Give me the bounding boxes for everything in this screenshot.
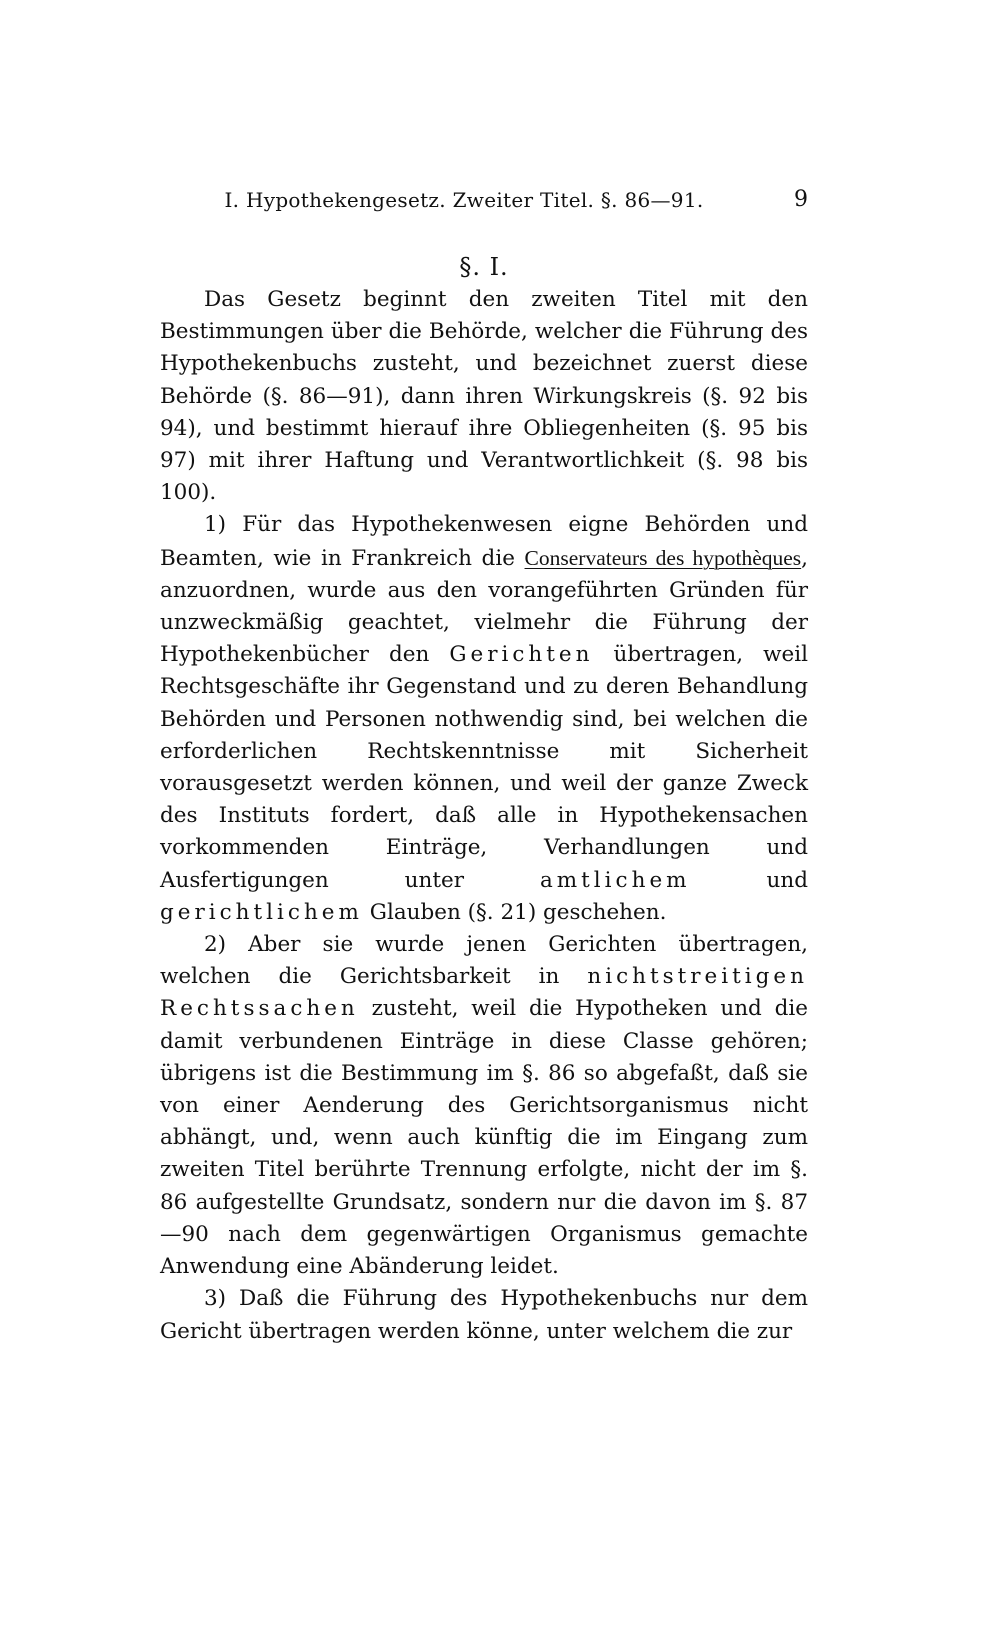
- running-title: I. Hypothekengesetz. Zweiter Titel. §. 86—91.: [224, 188, 704, 212]
- body-text: [160, 284, 808, 1348]
- paragraph-2: [160, 929, 808, 1283]
- paragraph-2-part-a: 2) Aber sie wurde jenen Gerichten übertragen, welchen die Gerichtsbarkeit in: [160, 932, 808, 990]
- emphasis-amtlichem: amtlichem: [539, 867, 691, 893]
- paragraph-1-part-g: und: [766, 867, 808, 893]
- page-number: 9: [794, 187, 808, 212]
- paragraph-1: [160, 509, 808, 929]
- emphasis-nichtstreitigen: nichtstreitigen Rechtssachen: [160, 964, 808, 1022]
- paragraph-2-part-c: zusteht, weil die Hypotheken und die damit verbundenen Einträge in diese Classe gehören; übrigens ist die Bestimmung im §. 86 so abgefaßt, daß sie von einer Aenderung des Gerichtsorganismus nicht abhängt, und, wenn auch künftig die im Eingang zum zweiten Titel berührte Trennung erfolgte, nicht der im §. 86 aufgestellte Grundsatz, sondern nur die davon im §. 87—90 nach dem gegenwärtigen Organismus gemachte Anwendung eine Abänderung leidet.: [160, 996, 808, 1280]
- paragraph-intro: Das Gesetz beginnt den zweiten Titel mit den Bestimmungen über die Behörde, welcher die Führung des Hypothekenbuchs zusteht, und bezeichnet zuerst diese Behörde (§. 86—91), dann ihren Wirkungskreis (§. 92 bis 94), und bestimmt hierauf ihre Obliegenheiten (§. 95 bis 97) mit ihrer Haftung und Verantwortlichkeit (§. 98 bis 100).: [160, 287, 808, 506]
- paragraph-1-part-e: übertragen, weil Rechtsgeschäfte ihr Gegenstand und zu deren Behandlung Behörden und Personen nothwendig sind, bei welchen die erforderlichen Rechtskenntnisse mit Sicherheit vorausgesetzt werden können, und weil der ganze Zweck des Instituts fordert, daß alle in Hypothekensachen vorkommenden Einträge, Verhandlungen und Ausfertigungen unter: [160, 642, 808, 893]
- book-page: [160, 180, 808, 1348]
- section-title: §. I.: [459, 253, 509, 281]
- paragraph-1-part-i: Glauben (§. 21) geschehen.: [369, 899, 667, 925]
- foreign-term: Conservateurs des hypothèques: [524, 545, 802, 570]
- paragraph-3: 3) Daß die Führung des Hypothekenbuchs nur dem Gericht übertragen werden könne, unter welchem die zur: [160, 1286, 808, 1344]
- emphasis-gerichten: Gerichten: [449, 642, 594, 668]
- paragraph-1-part-c: , anzuordnen, wurde aus den vorangeführten Gründen für unzweckmäßig geachtet, vielmehr die Führung der Hypothekenbücher den: [160, 545, 808, 668]
- paragraph-1-part-a: 1) Für das Hypothekenwesen eigne Behörden und Beamten, wie in Frankreich die: [160, 512, 808, 571]
- running-head: [160, 180, 808, 220]
- emphasis-gerichtlichem: gerichtlichem: [160, 899, 363, 925]
